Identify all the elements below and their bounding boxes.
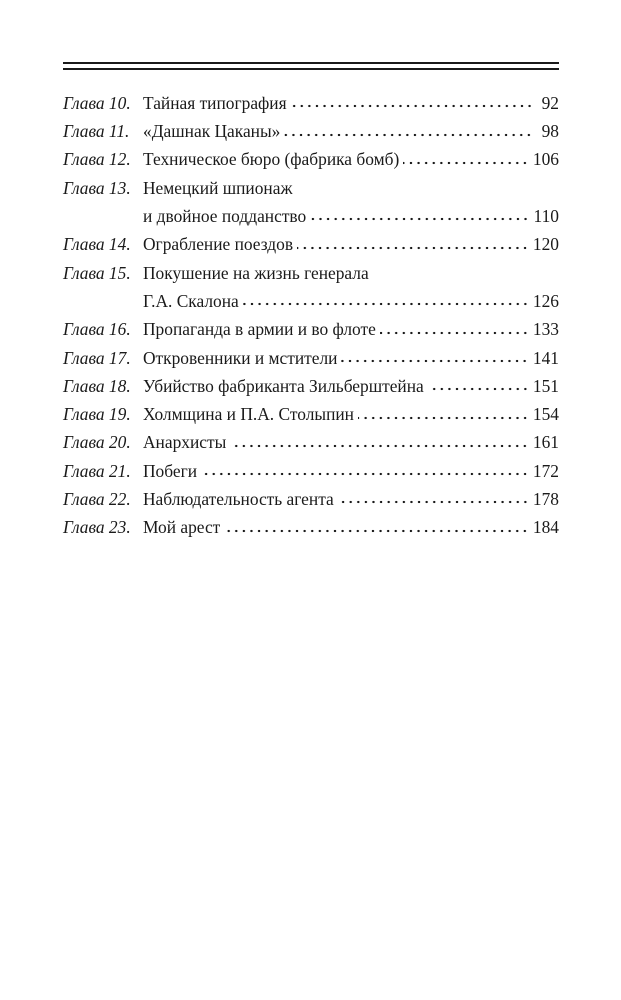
chapter-label: Глава 19. bbox=[63, 404, 131, 425]
chapter-title: Ограбление поездов bbox=[143, 234, 294, 255]
page-number: 133 bbox=[532, 319, 559, 340]
toc-entry-17 bbox=[63, 339, 559, 367]
chapter-title: Пропаганда в армии и во флоте bbox=[143, 319, 376, 340]
dot-leader bbox=[310, 217, 529, 221]
chapter-label: Глава 13. bbox=[63, 177, 131, 198]
page-number: 98 bbox=[541, 121, 559, 142]
page-number: 151 bbox=[532, 375, 559, 396]
chapter-label: Глава 15. bbox=[63, 262, 131, 283]
chapter-label: Глава 20. bbox=[63, 432, 131, 453]
header-rule-bottom bbox=[63, 68, 559, 70]
page-number: 141 bbox=[532, 347, 559, 368]
chapter-label: Глава 12. bbox=[63, 149, 131, 170]
dot-leader bbox=[243, 302, 529, 306]
chapter-title: Анархисты bbox=[143, 432, 227, 453]
page-number: 178 bbox=[532, 489, 559, 510]
chapter-label: Глава 22. bbox=[63, 489, 131, 510]
page-number: 154 bbox=[532, 404, 559, 425]
toc-entry-16 bbox=[63, 310, 559, 338]
toc-entry-19 bbox=[63, 395, 559, 423]
chapter-title: Мой арест bbox=[143, 517, 221, 538]
chapter-label: Глава 23. bbox=[63, 517, 131, 538]
toc-entry-20 bbox=[63, 424, 559, 452]
toc-entry-13-continued bbox=[63, 197, 559, 225]
dot-leader bbox=[338, 500, 529, 504]
dot-leader bbox=[403, 161, 529, 165]
dot-leader bbox=[358, 416, 529, 420]
chapter-title: «Дашнак Цаканы» bbox=[143, 121, 281, 142]
chapter-title-continued: Г.А. Скалона bbox=[143, 290, 239, 311]
chapter-title: Покушение на жизнь генерала bbox=[143, 262, 369, 283]
chapter-title: Холмщина и П.А. Столыпин bbox=[143, 404, 354, 425]
dot-leader bbox=[297, 246, 529, 250]
dot-leader bbox=[284, 133, 533, 137]
chapter-label: Глава 21. bbox=[63, 460, 131, 481]
chapter-title-continued: и двойное подданство bbox=[143, 206, 307, 227]
chapter-label: Глава 17. bbox=[63, 347, 131, 368]
header-rule-top bbox=[63, 62, 559, 64]
dot-leader bbox=[201, 472, 529, 476]
chapter-label: Глава 14. bbox=[63, 234, 131, 255]
toc-entry-13 bbox=[63, 169, 559, 197]
toc-entry-10 bbox=[63, 84, 559, 112]
toc-entry-22 bbox=[63, 480, 559, 508]
chapter-label: Глава 18. bbox=[63, 375, 131, 396]
toc-entry-15-continued bbox=[63, 282, 559, 310]
chapter-title: Откровенники и мстители bbox=[143, 347, 338, 368]
toc-entry-11 bbox=[63, 112, 559, 140]
toc-entry-12 bbox=[63, 141, 559, 169]
chapter-label: Глава 11. bbox=[63, 121, 130, 142]
chapter-title: Техническое бюро (фабрика бомб) bbox=[143, 149, 400, 170]
dot-leader bbox=[291, 104, 533, 108]
chapter-label: Глава 16. bbox=[63, 319, 131, 340]
dot-leader bbox=[224, 529, 529, 533]
chapter-title: Тайная типография bbox=[143, 92, 287, 113]
chapter-title: Наблюдательность агента bbox=[143, 489, 334, 510]
dot-leader bbox=[341, 359, 528, 363]
page-number: 110 bbox=[533, 206, 559, 227]
page-number: 161 bbox=[532, 432, 559, 453]
page-number: 92 bbox=[541, 92, 559, 113]
table-of-contents bbox=[63, 84, 559, 537]
chapter-title: Немецкий шпионаж bbox=[143, 177, 293, 198]
toc-entry-21 bbox=[63, 452, 559, 480]
toc-entry-14 bbox=[63, 225, 559, 253]
page-number: 106 bbox=[532, 149, 559, 170]
page-number: 184 bbox=[532, 517, 559, 538]
toc-entry-18 bbox=[63, 367, 559, 395]
toc-entry-23 bbox=[63, 508, 559, 536]
page-number: 120 bbox=[532, 234, 559, 255]
page-number: 126 bbox=[532, 290, 559, 311]
chapter-label: Глава 10. bbox=[63, 92, 131, 113]
dot-leader bbox=[380, 331, 529, 335]
chapter-title: Побеги bbox=[143, 460, 198, 481]
dot-leader bbox=[230, 444, 529, 448]
chapter-title: Убийство фабриканта Зильберштейна bbox=[143, 375, 424, 396]
toc-entry-15 bbox=[63, 254, 559, 282]
dot-leader bbox=[428, 387, 529, 391]
page-number: 172 bbox=[532, 460, 559, 481]
